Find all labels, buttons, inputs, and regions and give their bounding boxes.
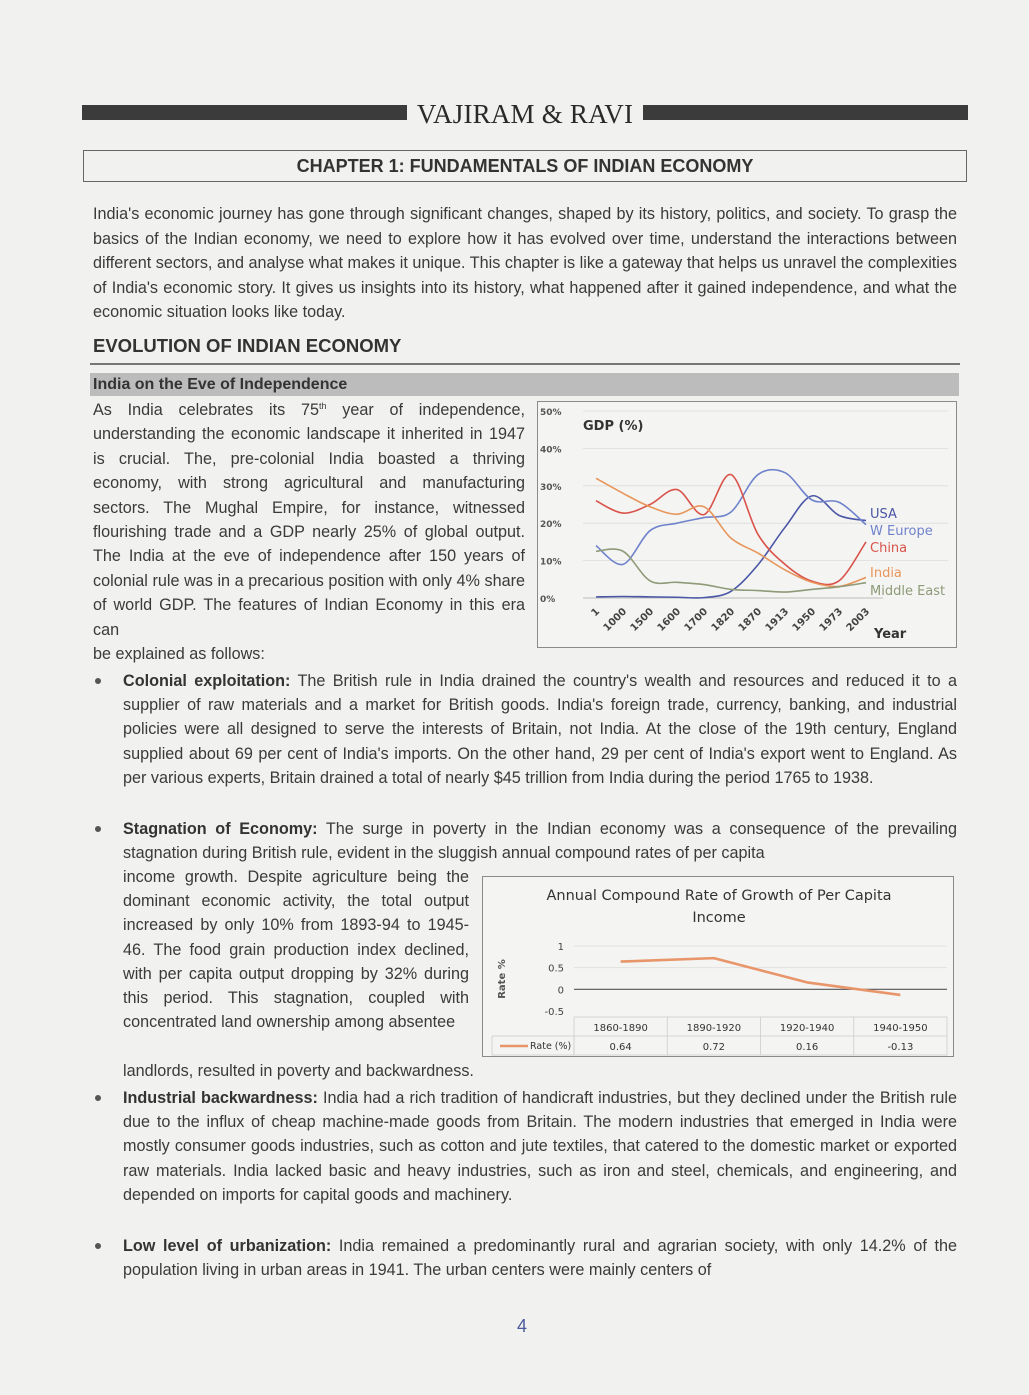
data-table-value: 0.16 (795, 1042, 819, 1053)
y-tick-label: 0.5 (548, 963, 564, 975)
bullet-text: The British rule in India drained the country's wealth and resources and reduced it to a supplier of raw materials and a market for British goods. India's foreign trade, currency, banking, and industrial policies were all designed to serve the interests of Britain, not India. At the close of the 19th century, England supplied about 69 per cent of India's imports. On the other hand, 29 per cent of India's export went to England. As per various experts, Britain drained a total of nearly $45 trillion from India during the period 1765 to 1938. (123, 672, 957, 787)
y-tick-label: 0% (540, 595, 556, 605)
page-number: 4 (516, 1316, 527, 1336)
para-text-1: As India celebrates its 75 (93, 401, 319, 419)
y-tick-label: 40% (540, 445, 562, 456)
bullet-dot (95, 1095, 101, 1101)
series-label: China (870, 541, 908, 556)
y-tick-label: 1 (557, 942, 564, 953)
chart-title-line-2: Income (692, 910, 746, 926)
x-tick-label: 1500 (628, 606, 657, 634)
brand-header (82, 99, 968, 129)
series-line-china (596, 474, 866, 584)
category-label: 1940-1950 (873, 1023, 928, 1034)
bullet-heading: Stagnation of Economy: (123, 820, 318, 838)
bullet-list-4 (93, 1234, 957, 1282)
category-label: 1920-1940 (779, 1023, 835, 1034)
bullet-dot (95, 826, 101, 832)
y-tick-label: 50% (540, 408, 562, 418)
x-tick-label: 1913 (763, 606, 792, 634)
x-tick-label: 1973 (817, 606, 846, 634)
bullet-dot (95, 1243, 101, 1249)
bullet-text: India remained a predominantly rural and agrarian society, with only 14.2% of the population living in urban areas in 1941. The urban centers were mainly centers of (123, 1237, 957, 1280)
category-label: 1860-1890 (593, 1023, 648, 1034)
bullet-text: India had a rich tradition of handicraft industries, but they declined under the British rule due to the influx of cheap machine-made goods from Britain. The modern industries that emerged in India were mostly consumer goods industries, such as cotton and jute textiles, that catered to the domestic market or exported raw materials. India lacked basic and heavy industries, such as iron and steel, chemicals, and engineering, and depended on imports for capital goods and machinery. (123, 1089, 957, 1204)
bullet-dot (95, 678, 101, 684)
series-label: India (870, 566, 902, 581)
bullet-stagnation-head (93, 817, 957, 865)
x-tick-label: 2003 (844, 606, 873, 634)
para-text-2: year of independence, understanding the economic landscape it inherited in 1947 is crucial. The, pre-colonial India boasted a thriving economy, with strong agricultural and manufacturing sectors. The Mughal Empire, for instance, witnessed flourishing trade and a GDP nearly 25% of global output. The India at the eve of independence after 150 years of colonial rule was in a precarious position with only 4% share of world GDP. The features of Indian Economy in this era can (93, 401, 525, 639)
section-divider (90, 363, 960, 365)
bullet-stagnation-body: income growth. Despite agriculture being the dominant economic activity, the total output increased by only 10% from 1893-94 to 1945-46. The food grain production index declined, with per capita output dropping by 32% during this period. This stagnation, coupled with concentrated land ownership among absentee (123, 868, 469, 1032)
bullet-heading: Colonial exploitation: (123, 672, 291, 690)
header-bar-right (643, 105, 968, 120)
series-label: W Europe (870, 524, 933, 539)
chart-title-line-1: Annual Compound Rate of Growth of Per Capita (546, 888, 892, 904)
header-bar-left (82, 105, 407, 120)
legend-label: Rate (%) (530, 1041, 572, 1052)
series-label: USA (870, 507, 897, 522)
x-tick-label: 1820 (709, 606, 738, 634)
y-tick-label: 10% (540, 557, 562, 568)
para-last-line: be explained as follows: (93, 645, 265, 664)
subsection-title: India on the Eve of Independence (90, 373, 959, 396)
y-tick-label: -0.5 (544, 1007, 564, 1018)
data-table-value: 0.64 (609, 1042, 632, 1053)
bullet-heading: Low level of urbanization: (123, 1237, 332, 1255)
category-label: 1890-1920 (686, 1023, 742, 1034)
bullet-stagnation (93, 817, 957, 865)
bullet-low-urbanization (93, 1234, 957, 1282)
series-line-india (596, 478, 866, 586)
bullet-stagnation-tail: landlords, resulted in poverty and backwardness. (123, 1062, 474, 1080)
series-line-w-europe (596, 470, 866, 565)
chapter-title: CHAPTER 1: FUNDAMENTALS OF INDIAN ECONOMY (83, 150, 967, 182)
x-tick-label: 1700 (682, 606, 711, 634)
brand-name: VAJIRAM & RAVI (416, 99, 634, 129)
x-tick-label: 1600 (655, 606, 684, 634)
y-tick-label: 20% (540, 520, 562, 531)
per-capita-chart-svg (483, 877, 955, 1058)
bullet-industrial-backwardness (93, 1086, 957, 1207)
x-tick-label: 1870 (736, 606, 765, 634)
chart-title: GDP (%) (583, 419, 644, 434)
bullet-list-1 (93, 669, 957, 790)
section-title: EVOLUTION OF INDIAN ECONOMY (93, 335, 402, 356)
gdp-share-chart (537, 401, 957, 648)
data-table-value: -0.13 (887, 1042, 914, 1053)
y-tick-label: 30% (540, 482, 562, 493)
intro-paragraph: India's economic journey has gone through significant changes, shaped by its history, politics, and society. To grasp the basics of the Indian economy, we need to explore how it has evolved over time, understand the interactions between different sectors, and analyse what makes it unique. This chapter is like a gateway that helps us unravel the complexities of India's economic story. It gives us insights into its history, what happened after it gained independence, and what the economic situation looks like today. (93, 205, 957, 321)
eve-of-independence-paragraph (93, 398, 525, 666)
bullet-colonial-exploitation (93, 669, 957, 790)
para-superscript: th (318, 401, 327, 411)
x-axis-label: Year (874, 627, 907, 642)
bullet-heading: Industrial backwardness: (123, 1089, 318, 1107)
series-label: Middle East (870, 584, 946, 599)
y-axis-label: Rate % (497, 959, 508, 999)
bullet-list-3 (93, 1086, 957, 1207)
per-capita-growth-chart (482, 876, 954, 1057)
x-tick-label: 1 (589, 606, 603, 620)
gdp-chart-svg (538, 402, 958, 649)
y-tick-label: 0 (557, 985, 564, 997)
x-tick-label: 1000 (601, 606, 630, 634)
data-table-value: 0.72 (702, 1042, 726, 1053)
x-tick-label: 1950 (790, 606, 819, 634)
bullet-text: The surge in poverty in the Indian economy was a consequence of the prevailing stagnation during British rule, evident in the sluggish annual compound rates of per capita (123, 820, 958, 863)
